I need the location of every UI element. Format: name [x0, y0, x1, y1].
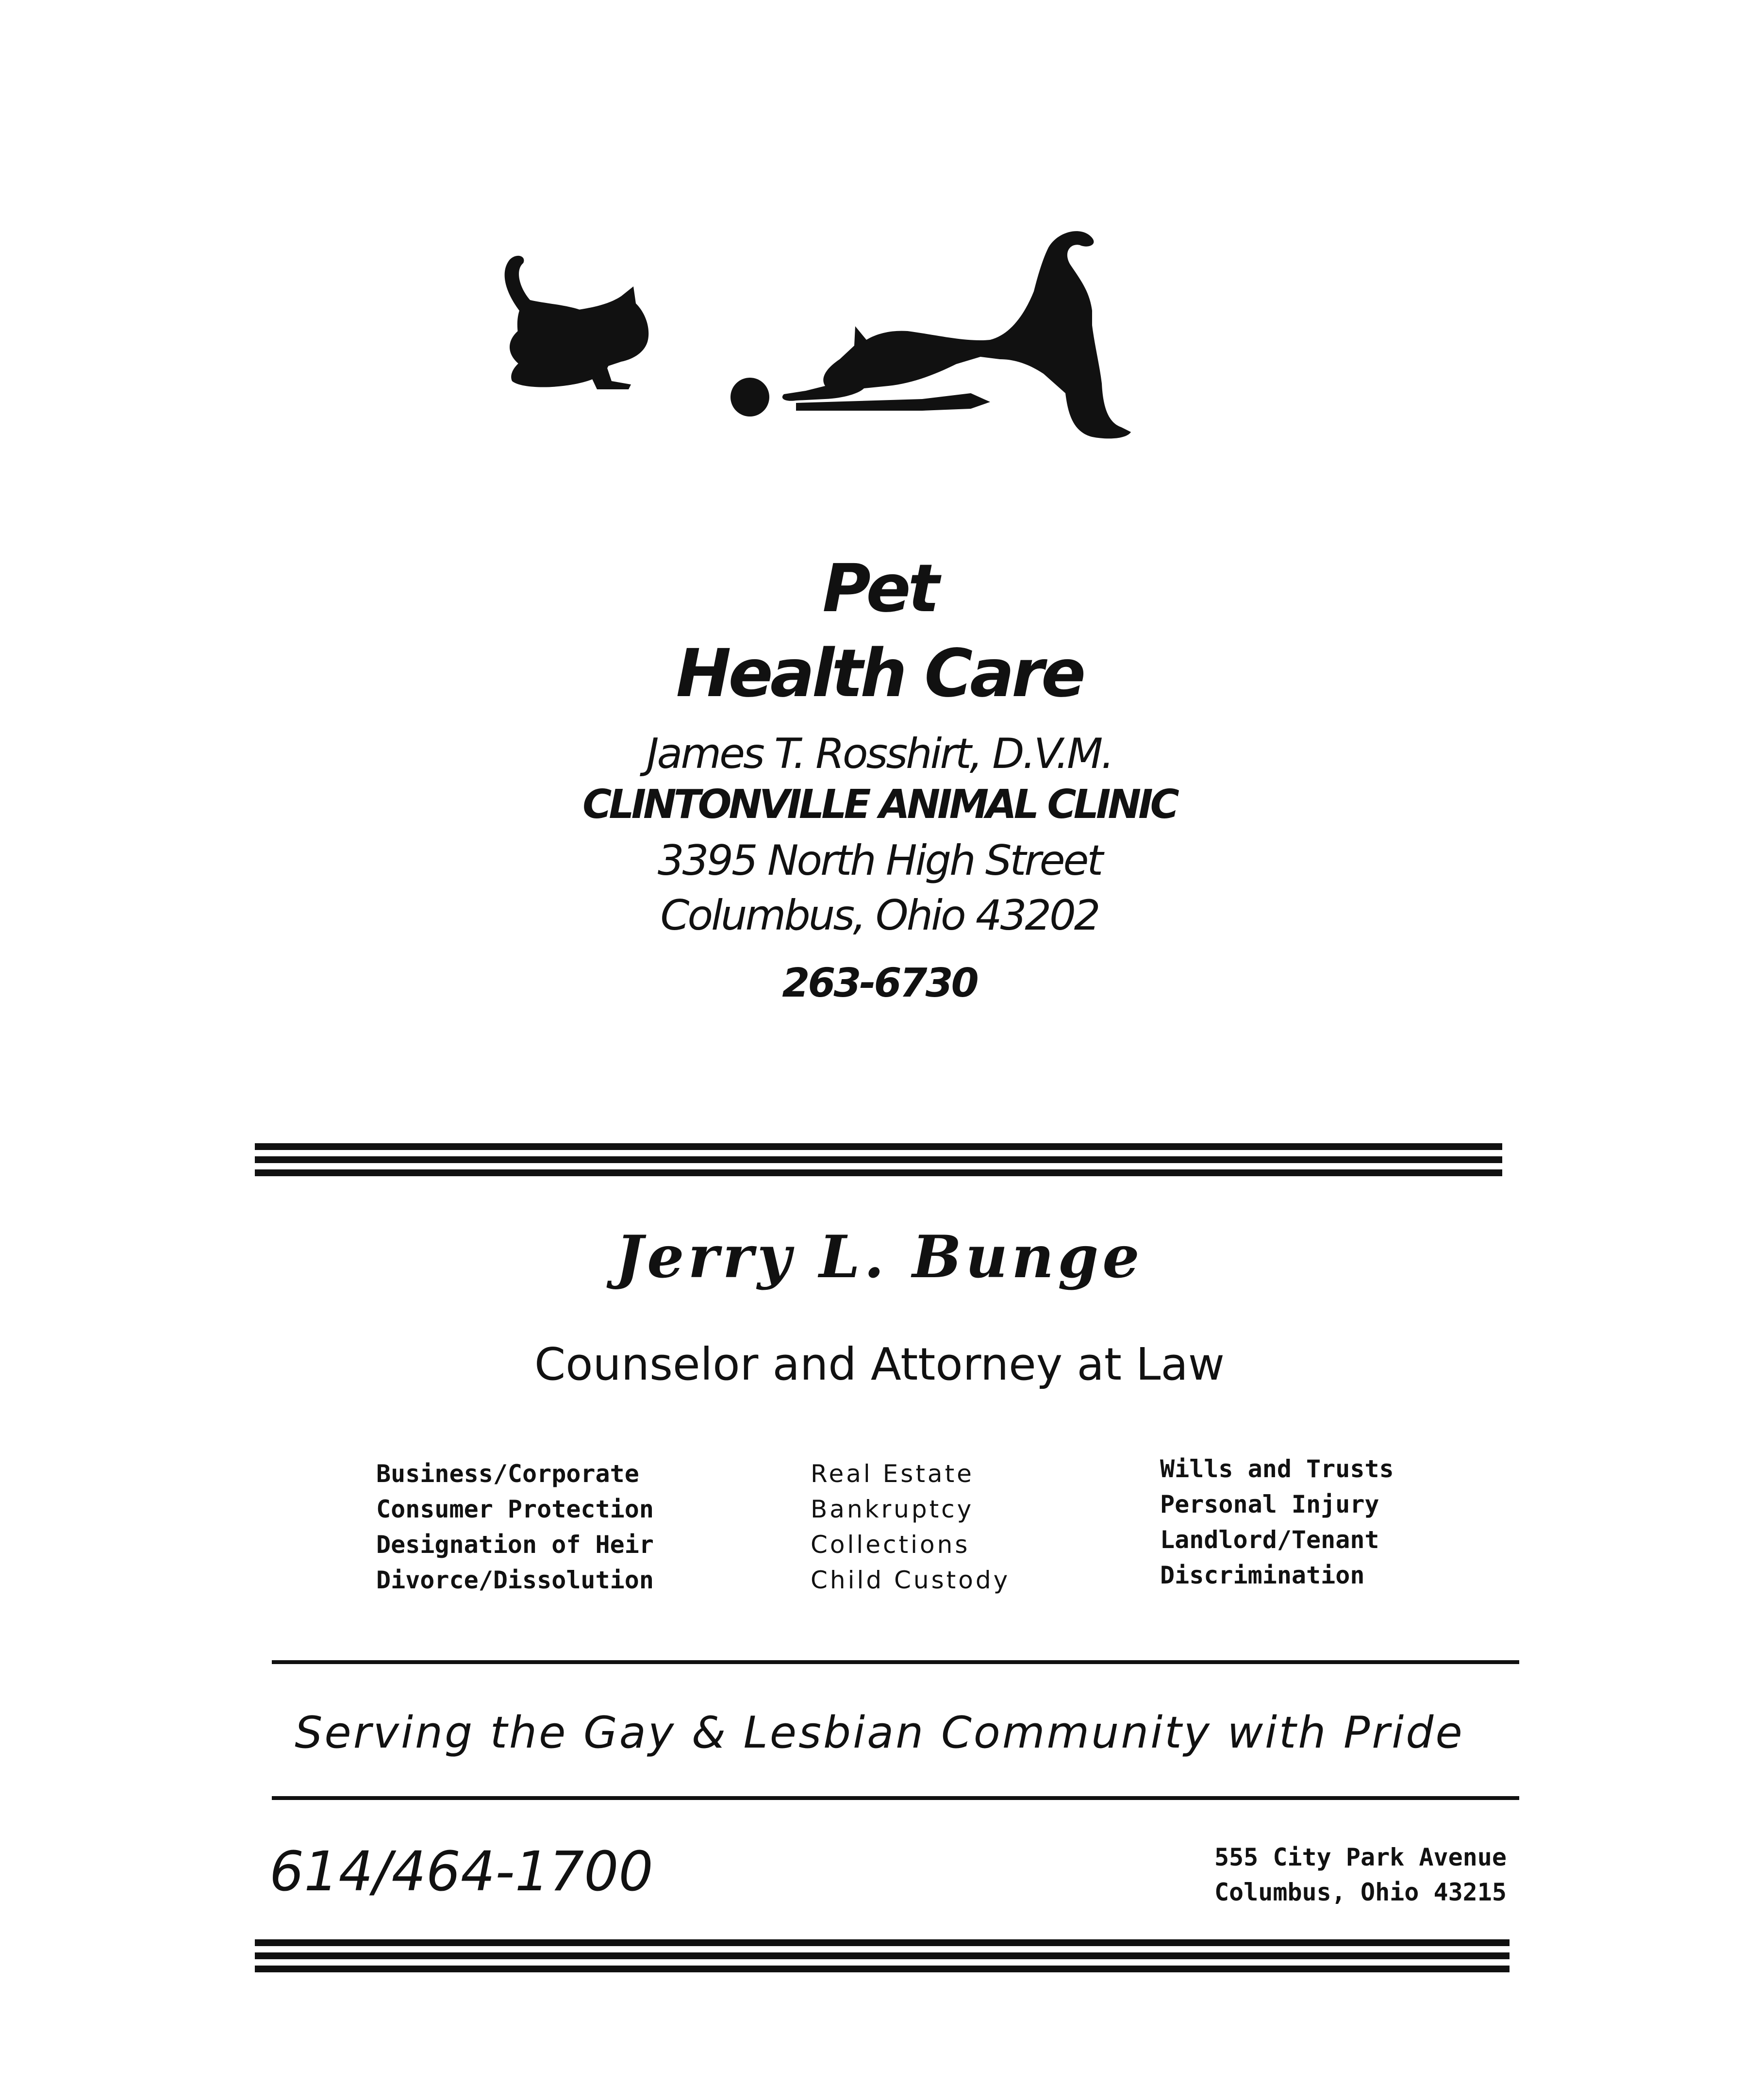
- divider-bar: [255, 1952, 1510, 1959]
- divider-bar: [255, 1143, 1502, 1150]
- practice-area: Divorce/Dissolution: [376, 1566, 654, 1594]
- triple-divider-top: [255, 1143, 1502, 1177]
- single-divider-lower: [272, 1796, 1519, 1800]
- practice-area: Personal Injury: [1160, 1490, 1379, 1518]
- divider-bar: [255, 1966, 1510, 1972]
- practice-area: Landlord/Tenant: [1160, 1526, 1379, 1554]
- practice-areas-column-1: [376, 1456, 654, 1598]
- divider-bar: [255, 1169, 1502, 1176]
- practice-area: Consumer Protection: [376, 1495, 654, 1523]
- ball: [730, 378, 769, 417]
- practice-area: Discrimination: [1160, 1561, 1365, 1589]
- attorney-name: Jerry L. Bunge: [615, 1223, 1144, 1291]
- triple-divider-bottom: [255, 1939, 1510, 1973]
- single-divider-upper: [272, 1660, 1519, 1664]
- practice-area: Collections: [811, 1531, 970, 1559]
- puppy-silhouette: [782, 231, 1131, 438]
- practice-areas-column-2: [811, 1456, 1010, 1598]
- vet-doctor-name: James T. Rosshirt, D.V.M.: [647, 730, 1112, 778]
- attorney-address: [1214, 1840, 1507, 1910]
- practice-area: Real Estate: [811, 1460, 974, 1488]
- vet-phone-number: 263-6730: [782, 960, 977, 1006]
- attorney-title: Counselor and Attorney at Law: [534, 1338, 1225, 1390]
- attorney-phone-number: 614/464-1700: [269, 1840, 653, 1903]
- practice-area: Bankruptcy: [811, 1495, 974, 1523]
- attorney-tagline: Serving the Gay & Lesbian Community with Pride: [295, 1707, 1464, 1758]
- practice-areas-column-3: [1160, 1451, 1394, 1593]
- practice-area: Wills and Trusts: [1160, 1455, 1394, 1483]
- kitten-silhouette: [505, 256, 649, 389]
- vet-city-address: Columbus, Ohio 43202: [660, 891, 1099, 940]
- vet-ad-title-pet: Pet: [822, 550, 937, 627]
- practice-area: Child Custody: [811, 1566, 1011, 1594]
- vet-ad-title-health-care: Health Care: [676, 635, 1083, 712]
- kitten-puppy-ball-logo: [485, 218, 1155, 461]
- divider-bar: [255, 1939, 1510, 1946]
- practice-area: Designation of Heir: [376, 1531, 654, 1559]
- attorney-address-line2: Columbus, Ohio 43215: [1214, 1878, 1507, 1906]
- divider-bar: [255, 1156, 1502, 1163]
- attorney-address-line1: 555 City Park Avenue: [1214, 1843, 1507, 1871]
- vet-clinic-name: CLINTONVILLE ANIMAL CLINIC: [582, 782, 1177, 828]
- practice-area: Business/Corporate: [376, 1460, 639, 1488]
- vet-street-address: 3395 North High Street: [657, 836, 1102, 885]
